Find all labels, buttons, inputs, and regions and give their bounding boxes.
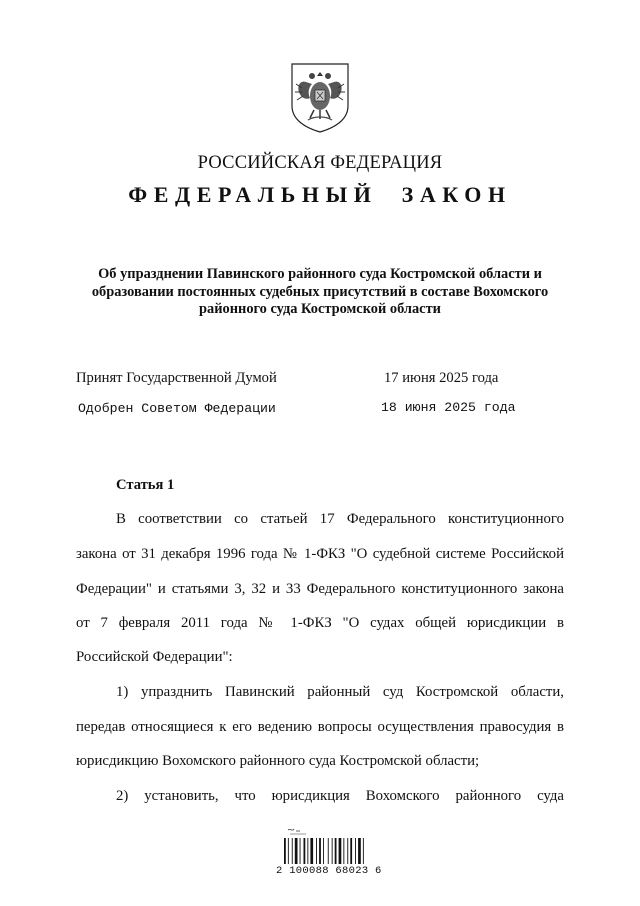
barcode-bar — [355, 838, 356, 864]
article-line: закона от 31 декабря 1996 года № 1-ФКЗ "О судебной системе Российской — [76, 546, 564, 562]
barcode-bar — [310, 838, 313, 864]
barcode-bar — [323, 838, 324, 864]
barcode-bar — [363, 838, 364, 864]
council-approval-label: Одобрен Советом Федерации — [78, 401, 276, 416]
article-line: Федерации" и статьями 3, 32 и 33 Федерального конституционного закона — [76, 581, 564, 597]
article-line: 1) упразднить Павинский районный суд Костромской области, — [116, 684, 564, 700]
barcode-bar — [339, 838, 342, 864]
article-line: Российской Федерации": — [76, 649, 233, 665]
barcode-bar — [304, 838, 306, 864]
barcode-bar — [307, 838, 308, 864]
barcode-bar — [343, 838, 344, 864]
law-title — [60, 266, 580, 319]
barcode-bar — [335, 838, 337, 864]
barcode-bar — [328, 838, 329, 864]
barcode-bar — [350, 838, 352, 864]
article-heading: Статья 1 — [116, 477, 175, 493]
document-type: ФЕДЕРАЛЬНЫЙ ЗАКОН — [128, 182, 512, 207]
barcode-bar — [300, 838, 301, 864]
barcode-bar — [319, 838, 321, 864]
duma-adoption-label: Принят Государственной Думой — [76, 370, 277, 386]
council-approval-date: 18 июня 2025 года — [381, 400, 516, 415]
barcode-bar — [292, 838, 293, 864]
russian-coat-of-arms-icon — [288, 62, 352, 134]
article-line: 2) установить, что юрисдикция Вохомского районного суда — [116, 788, 564, 804]
barcode-bar — [288, 838, 289, 864]
country-name: РОССИЙСКАЯ ФЕДЕРАЦИЯ — [197, 153, 443, 173]
barcode-bar — [358, 838, 361, 864]
barcode-number: 2 100088 68023 6 — [276, 865, 382, 877]
duma-adoption-date: 17 июня 2025 года — [384, 370, 499, 386]
law-title-line: Об упразднении Павинского районного суда Костромской области и — [98, 266, 542, 282]
article-line: юрисдикцию Вохомского районного суда Костромской области; — [76, 753, 480, 769]
article-line: от 7 февраля 2011 года № 1-ФКЗ "О судах общей юрисдикции в — [76, 615, 564, 631]
barcode-bar — [295, 838, 298, 864]
barcode-bar — [347, 838, 348, 864]
article-line: В соответствии со статьей 17 Федерального конституционного — [116, 511, 564, 527]
barcode-bar — [332, 838, 333, 864]
article-line: передав относящиеся к его ведению вопросы осуществления правосудия в — [76, 719, 564, 735]
law-title-line: районного суда Костромской области — [199, 301, 441, 317]
barcode-bar — [284, 838, 286, 864]
law-title-line: образовании постоянных судебных присутствий в составе Вохомского — [91, 283, 549, 300]
barcode-bar — [316, 838, 317, 864]
